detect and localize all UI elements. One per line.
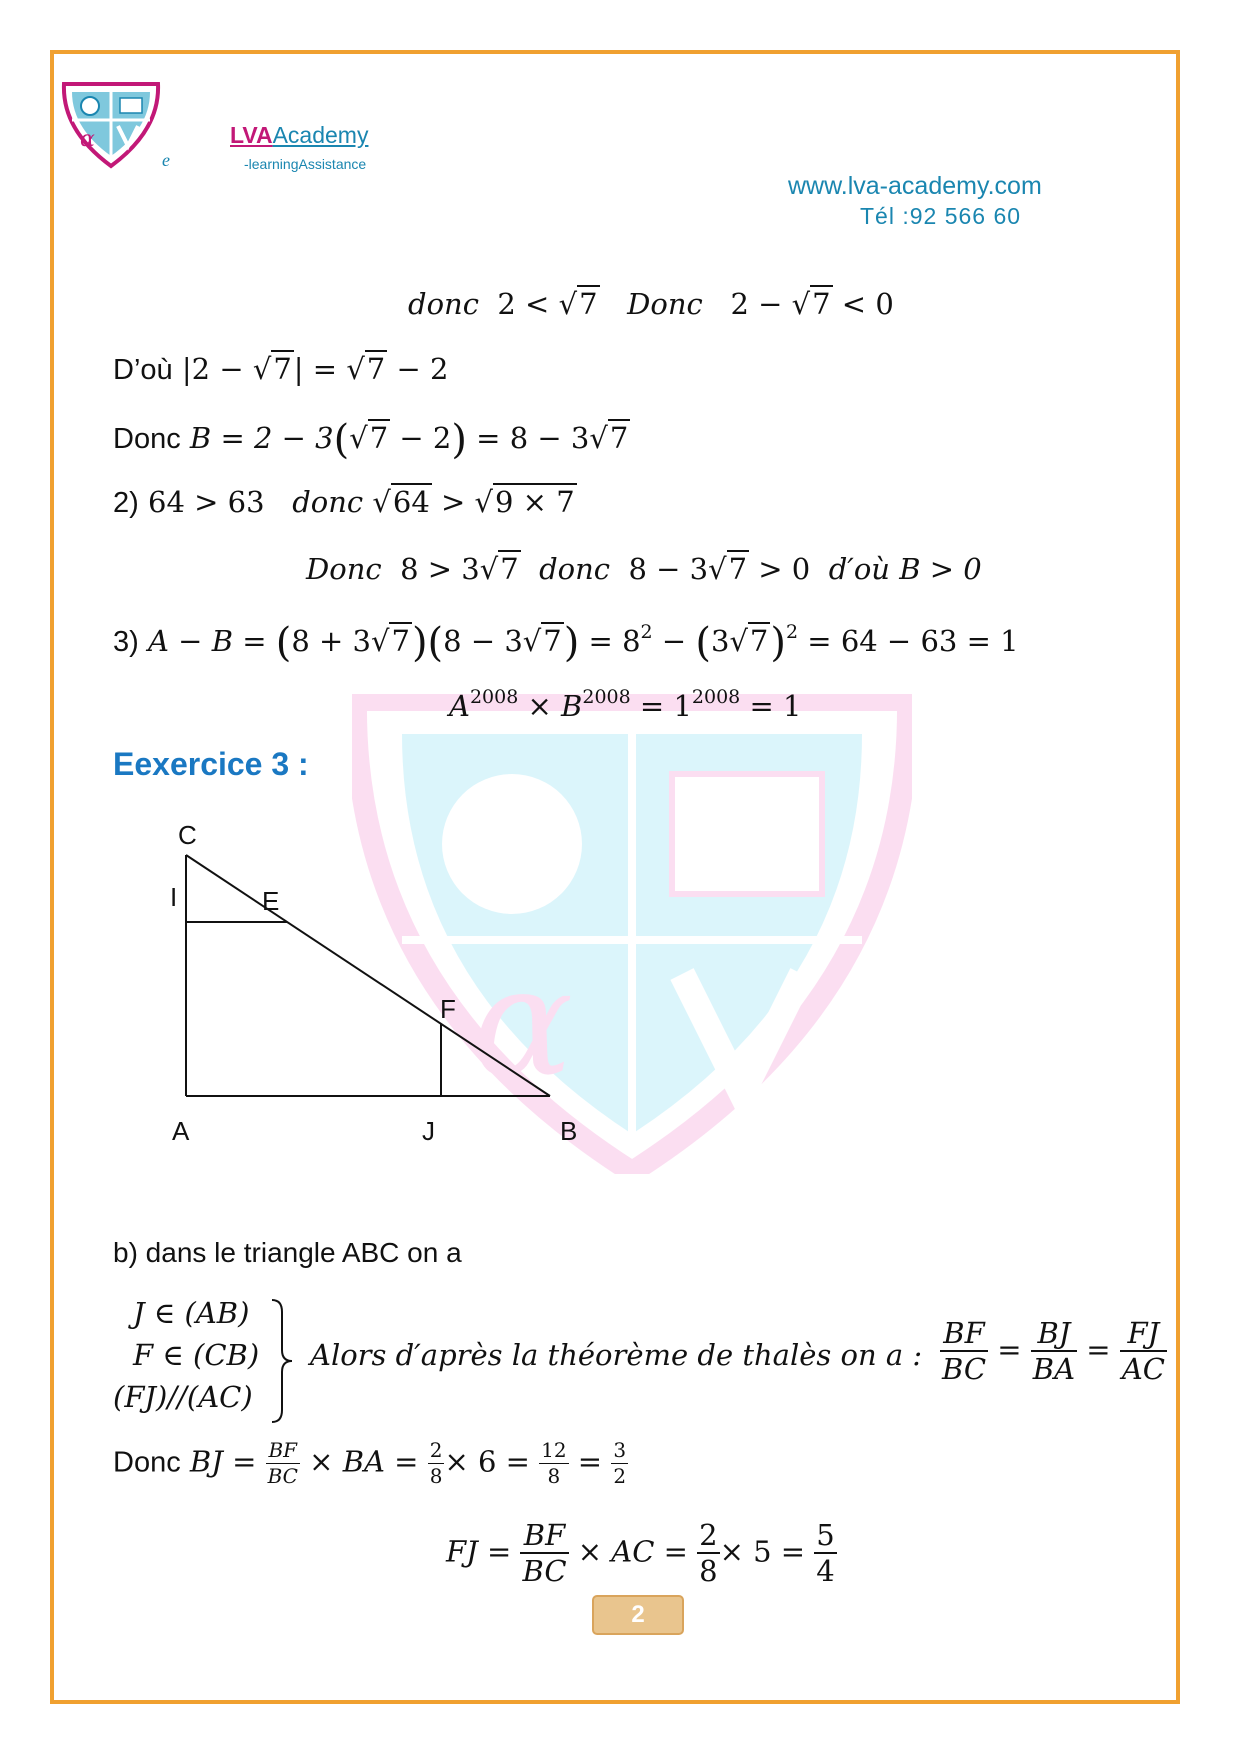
brand-academy: Academy xyxy=(272,122,369,148)
svg-text:α: α xyxy=(80,127,95,152)
math-line-4: 2) 64 > 63 donc √64 > √9 × 7 xyxy=(113,485,575,519)
fj-computation: FJ = $\frac{BF}{BC}$ × AC = $\frac{2}{8}$ × 5 = $\frac{5}{4}$ xyxy=(446,1518,835,1589)
label-i: I xyxy=(170,882,178,912)
website-link[interactable]: www.lva-academy.com xyxy=(788,172,1042,200)
bj-computation: Donc BJ = $\frac{BF}{BC}$ × BA = $\frac{2}{8}$ × 6 = $\frac{12}{8}$ = $\frac{3}{2}$ xyxy=(113,1438,627,1488)
system-line-3: (FJ)//(AC) xyxy=(113,1380,253,1414)
math-line-7: $A^{2008} \times B^{2008} = 1^{2008} = 1$ xyxy=(449,686,802,723)
thales-conclusion: Alors d′après la théorème de thalès on a : xyxy=(310,1338,923,1372)
right-brace-icon xyxy=(270,1298,294,1424)
system-line-2: F ∈ (CB) xyxy=(133,1338,260,1372)
label-e: E xyxy=(262,886,280,916)
math-line-6: 3) $A - B = (8 + 3√7)(8 - 3√7) = 8^2 - (3√7)^2 = 64 - 63 = 1$ xyxy=(113,620,1019,666)
label-a: A xyxy=(172,1116,190,1146)
brand-name xyxy=(230,122,368,149)
system-line-1: J ∈ (AB) xyxy=(133,1296,250,1330)
b-intro: b) dans le triangle ABC on a xyxy=(113,1237,462,1268)
label-j: J xyxy=(422,1116,435,1146)
label-f: F xyxy=(440,994,456,1024)
brand-e-mark: e xyxy=(162,150,170,170)
math-line-2: D’où |2 − √7| = √7 − 2 xyxy=(113,352,449,386)
lva-logo-icon xyxy=(58,80,164,170)
triangle-figure xyxy=(150,810,610,1150)
math-line-5: Donc 8 > 3√7 donc 8 − 3√7 > 0 d′où B > 0 xyxy=(306,552,982,586)
phone-number: Tél :92 566 60 xyxy=(860,203,1022,229)
label-b: B xyxy=(560,1116,578,1146)
label-c: C xyxy=(178,820,197,850)
thales-ratios: $\frac{BF}{BC}$ = $\frac{BJ}{BA}$ = $\frac{FJ}{AC}$ xyxy=(942,1316,1165,1387)
brand-lva: LVA xyxy=(230,122,273,148)
svg-text:α: α xyxy=(472,936,574,1110)
page-number-badge: 2 xyxy=(592,1595,684,1635)
math-line-3: Donc B = 2 − 3(√7 − 2) = 8 − 3√7 xyxy=(113,417,629,463)
segment-cb xyxy=(186,855,550,1096)
exercise-title: Eexercice 3 : xyxy=(113,746,309,782)
brand-subtitle: -learningAssistance xyxy=(244,156,367,172)
math-line-1: donc 2 < √7 Donc 2 − √7 < 0 xyxy=(408,287,894,321)
